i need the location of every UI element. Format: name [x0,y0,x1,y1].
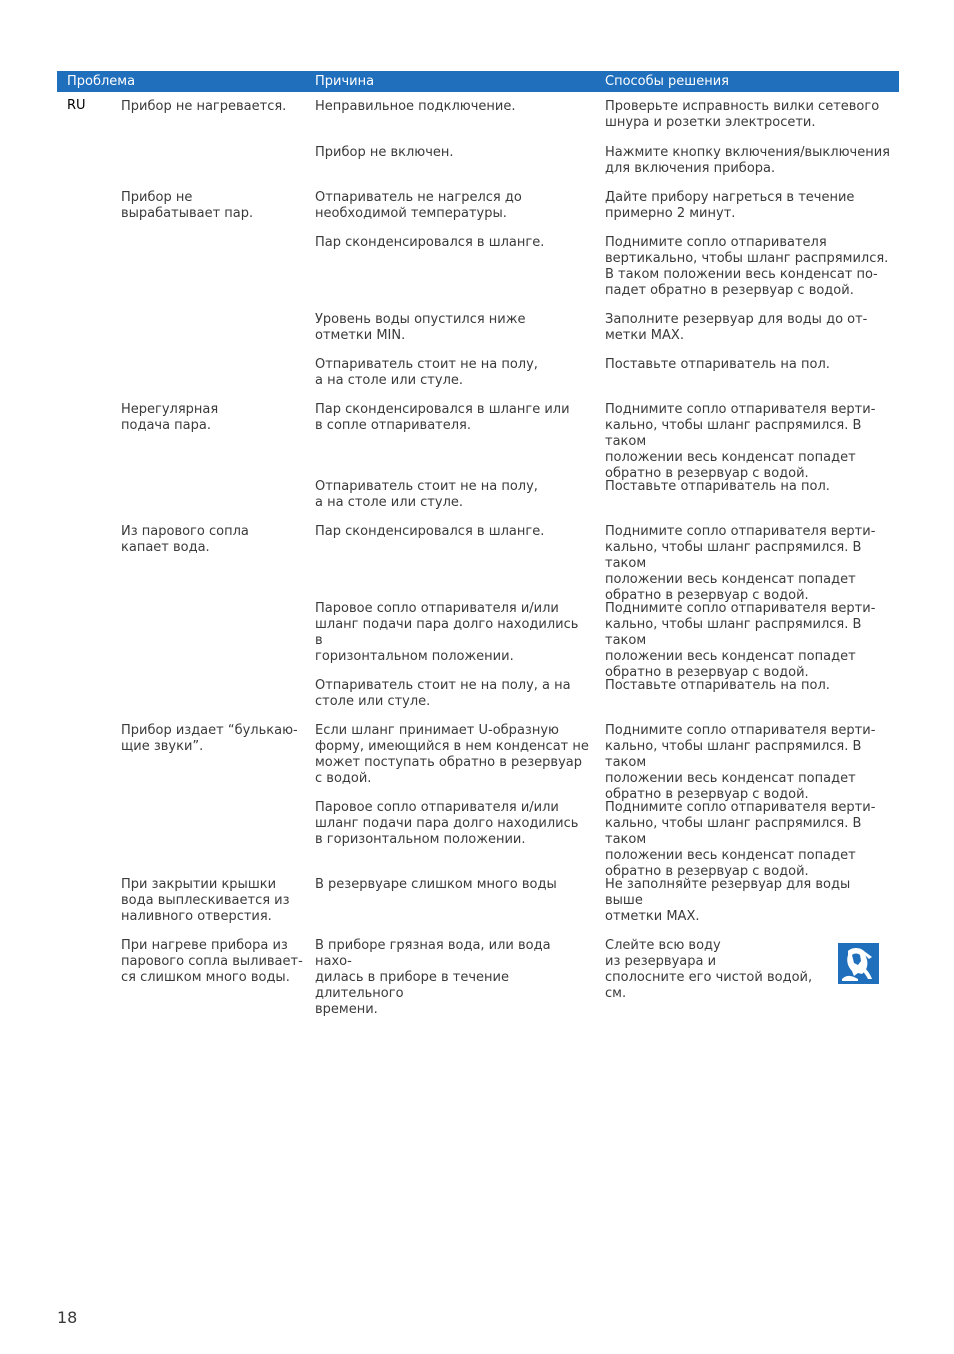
cause-cell: Отпариватель стоит не на полу, а на столе или стуле. [315,678,571,709]
solution-cell: Поставьте отпариватель на пол. [605,357,830,372]
solution-cell: Нажмите кнопку включения/выключения для включения прибора. [605,145,890,176]
header-problem: Проблема [67,74,136,89]
problem-cell: Нерегулярная подача пара. [121,402,219,433]
solution-cell: Поднимите сопло отпаривателя верти- кально, чтобы шланг распрямился. В таком положении весь конденсат попадет обратно в резервуар с водой. [605,402,876,481]
solution-cell: Заполните резервуар для воды до от- метки MAX. [605,312,868,343]
solution-cell: Поднимите сопло отпаривателя вертикально, чтобы шланг распрямился. В таком положении весь конденсат по- падет обратно в резервуар с водой. [605,235,889,298]
solution-cell: Поставьте отпариватель на пол. [605,479,830,494]
solution-cell: Поставьте отпариватель на пол. [605,678,830,693]
header-cause: Причина [315,74,375,89]
solution-cell: Не заполняйте резервуар для воды выше отметки MAX. [605,877,851,924]
problem-cell: При закрытии крышки вода выплескивается из наливного отверстия. [121,877,290,924]
solution-cell: Поднимите сопло отпаривателя верти- кально, чтобы шланг распрямился. В таком положении весь конденсат попадет обратно в резервуар с водой. [605,601,876,680]
problem-cell: При нагреве прибора из парового сопла выливает- ся слишком много воды. [121,938,303,985]
cause-cell: Прибор не включен. [315,145,454,160]
cause-cell: Пар сконденсировался в шланге. [315,235,545,250]
solution-cell: Поднимите сопло отпаривателя верти- кально, чтобы шланг распрямился. В таком положении весь конденсат попадет обратно в резервуар с водой. [605,524,876,603]
cause-cell: Пар сконденсировался в шланге или в сопле отпаривателя. [315,402,570,433]
solution-cell: Поднимите сопло отпаривателя верти- кально, чтобы шланг распрямился. В таком положении весь конденсат попадет обратно в резервуар с водой. [605,800,876,879]
cause-cell: Отпариватель не нагрелся до необходимой температуры. [315,190,522,221]
rinse-tank-icon [838,943,879,984]
language-tab: RU [67,98,86,113]
cause-cell: Отпариватель стоит не на полу, а на столе или стуле. [315,479,538,510]
cause-cell: Неправильное подключение. [315,99,516,114]
solution-cell: Поднимите сопло отпаривателя верти- кально, чтобы шланг распрямился. В таком положении весь конденсат попадет обратно в резервуар с водой. [605,723,876,802]
cause-cell: Паровое сопло отпаривателя и/или шланг подачи пара долго находились в горизонтальном положении. [315,601,579,664]
cause-cell: В приборе грязная вода, или вода нахо- дилась в приборе в течение длительного времени. [315,938,551,1017]
cause-cell: Уровень воды опустился ниже отметки MIN. [315,312,526,343]
solution-cell: Слейте всю воду из резервуара и сполосните его чистой водой, см. [605,938,813,1001]
cause-cell: Если шланг принимает U-образную форму, имеющийся в нем конденсат не может поступать обратно в резервуар с водой. [315,723,589,786]
table-header [57,71,899,92]
problem-cell: Из парового сопла капает вода. [121,524,249,555]
cause-cell: Отпариватель стоит не на полу, а на столе или стуле. [315,357,538,388]
cause-cell: В резервуаре слишком много воды [315,877,557,892]
cause-cell: Пар сконденсировался в шланге. [315,524,545,539]
solution-cell: Проверьте исправность вилки сетевого шнура и розетки электросети. [605,99,880,130]
solution-cell: Дайте прибору нагреться в течение примерно 2 минут. [605,190,855,221]
problem-cell: Прибор издает “булькаю- щие звуки”. [121,723,298,754]
problem-cell: Прибор не нагревается. [121,99,287,114]
problem-cell: Прибор не вырабатывает пар. [121,190,254,221]
page-number: 18 [57,1308,78,1327]
cause-cell: Паровое сопло отпаривателя и/или шланг подачи пара долго находились в горизонтальном положении. [315,800,579,847]
header-solution: Способы решения [605,74,729,89]
